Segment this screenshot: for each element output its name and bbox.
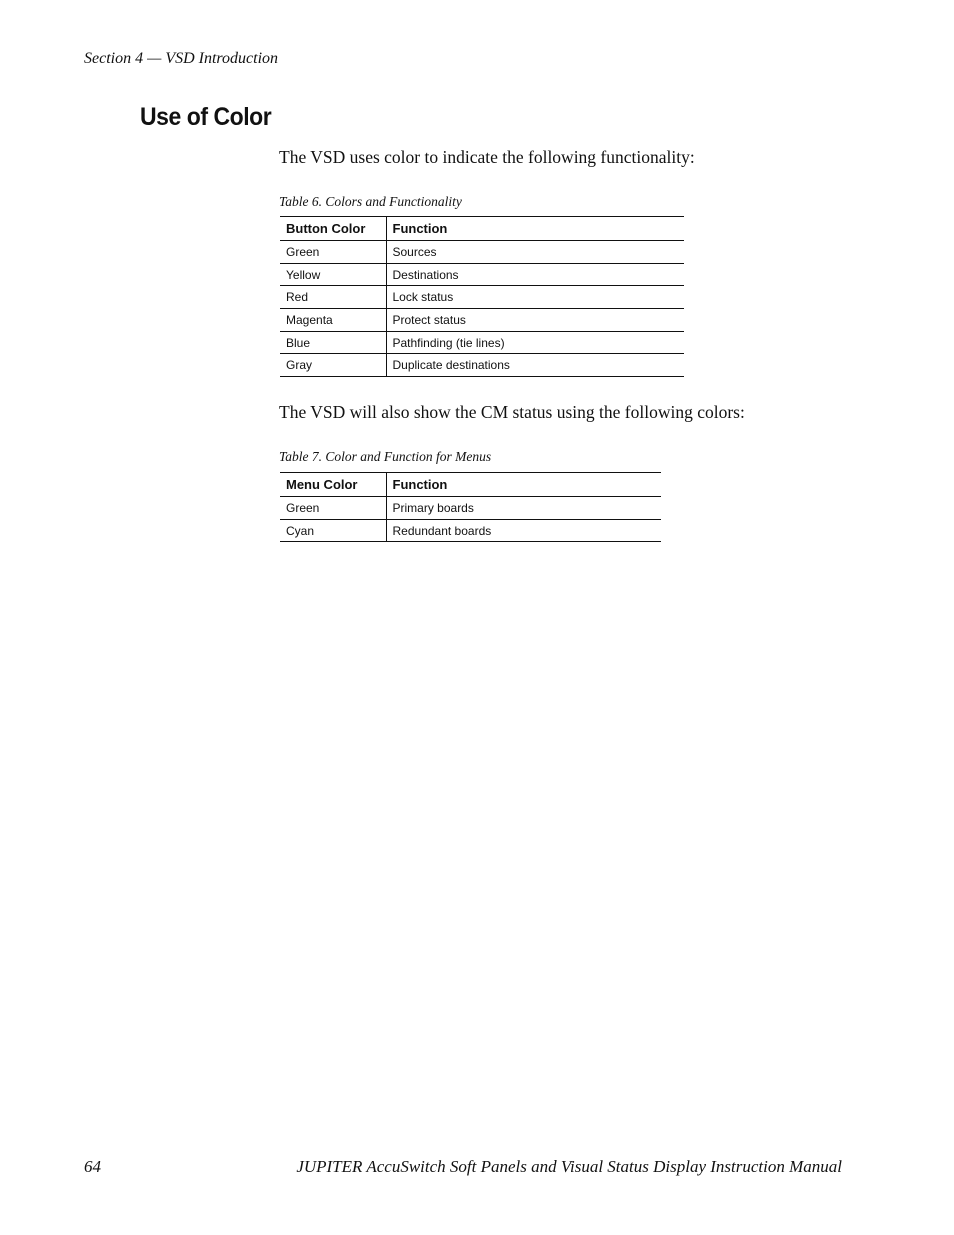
table-7-caption: Table 7. Color and Function for Menus (279, 449, 492, 464)
table-row (280, 497, 661, 520)
table-row (280, 309, 684, 332)
function-cell: Destinations (386, 263, 684, 286)
table-row (280, 241, 684, 264)
colors-functionality-table (280, 216, 684, 377)
color-cell: Cyan (280, 519, 386, 542)
color-cell: Green (280, 497, 386, 520)
color-cell: Gray (280, 354, 386, 377)
color-cell: Red (280, 286, 386, 309)
color-cell: Green (280, 241, 386, 264)
cm-status-paragraph: The VSD will also show the CM status using the following colors: (279, 402, 745, 422)
table-6-caption: Table 6. Colors and Functionality (279, 194, 462, 209)
menu-colors-table (280, 472, 661, 542)
table-row (280, 263, 684, 286)
column-header-function: Function (386, 473, 661, 497)
function-cell: Pathfinding (tie lines) (386, 331, 684, 354)
section-title: Use of Color (140, 103, 272, 131)
table-header-row (280, 217, 684, 241)
manual-title: JUPITER AccuSwitch Soft Panels and Visual Status Display Instruction Manual (296, 1157, 842, 1176)
table-row (280, 519, 661, 542)
color-cell: Magenta (280, 309, 386, 332)
column-header-button-color: Button Color (280, 217, 386, 241)
table-row (280, 331, 684, 354)
table-row (280, 354, 684, 377)
table-row (280, 286, 684, 309)
color-cell: Blue (280, 331, 386, 354)
column-header-menu-color: Menu Color (280, 473, 386, 497)
function-cell: Redundant boards (386, 519, 661, 542)
function-cell: Sources (386, 241, 684, 264)
function-cell: Duplicate destinations (386, 354, 684, 377)
color-cell: Yellow (280, 263, 386, 286)
intro-paragraph: The VSD uses color to indicate the following functionality: (279, 147, 695, 167)
column-header-function: Function (386, 217, 684, 241)
table-header-row (280, 473, 661, 497)
page-number: 64 (84, 1157, 101, 1176)
function-cell: Protect status (386, 309, 684, 332)
running-header: Section 4 — VSD Introduction (84, 50, 279, 67)
function-cell: Lock status (386, 286, 684, 309)
function-cell: Primary boards (386, 497, 661, 520)
